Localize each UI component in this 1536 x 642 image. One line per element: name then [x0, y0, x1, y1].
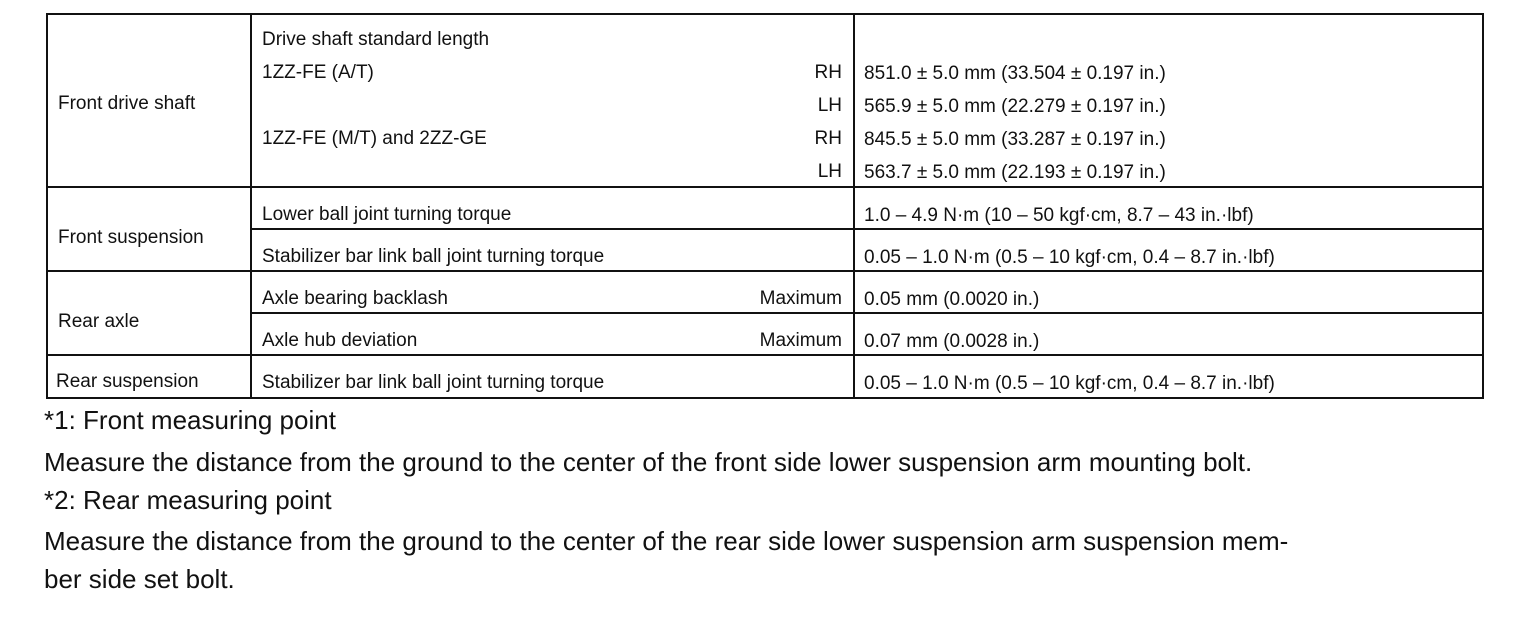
note2-text: Measure the distance from the ground to the center of the rear side lower suspension arm suspension mem- [44, 526, 1289, 556]
drive-shaft-heading: Drive shaft standard length [262, 29, 490, 50]
column-divider [250, 15, 252, 397]
note2-text-continued: ber side set bolt. [44, 564, 235, 594]
spec-value: 565.9 ± 5.0 mm (22.279 ± 0.197 in.) [864, 96, 1166, 117]
spec-value: 0.07 mm (0.0028 in.) [864, 331, 1040, 352]
note1-text: Measure the distance from the ground to the center of the front side lower suspension arm mounting bolt. [44, 447, 1253, 477]
spec-item: Stabilizer bar link ball joint turning torque [262, 246, 605, 267]
side-label: LH [817, 95, 842, 116]
spec-value: 0.05 mm (0.0020 in.) [864, 289, 1040, 310]
qualifier-label: Maximum [759, 330, 842, 351]
category-front-suspension: Front suspension [58, 227, 204, 248]
spec-value: 1.0 – 4.9 N·m (10 – 50 kgf·cm, 8.7 – 43 in.·lbf) [864, 205, 1254, 226]
row-divider [48, 270, 1482, 272]
category-front-drive-shaft: Front drive shaft [58, 93, 196, 114]
row-divider [252, 228, 1482, 230]
spec-value: 563.7 ± 5.0 mm (22.193 ± 0.197 in.) [864, 162, 1166, 183]
spec-value: 845.5 ± 5.0 mm (33.287 ± 0.197 in.) [864, 129, 1166, 150]
column-divider [853, 15, 855, 397]
category-rear-suspension: Rear suspension [56, 371, 199, 392]
side-label: LH [817, 161, 842, 182]
note1-title: *1: Front measuring point [44, 405, 336, 435]
side-label: RH [814, 62, 842, 83]
spec-value: 851.0 ± 5.0 mm (33.504 ± 0.197 in.) [864, 63, 1166, 84]
specification-table [46, 13, 1484, 399]
note2-title: *2: Rear measuring point [44, 485, 332, 515]
qualifier-label: Maximum [759, 288, 842, 309]
spec-item: Lower ball joint turning torque [262, 204, 512, 225]
row-divider [48, 186, 1482, 188]
spec-value: 0.05 – 1.0 N·m (0.5 – 10 kgf·cm, 0.4 – 8.7 in.·lbf) [864, 247, 1275, 268]
spec-item: Axle bearing backlash [262, 288, 448, 309]
spec-item: Stabilizer bar link ball joint turning torque [262, 372, 605, 393]
engine-at-label: 1ZZ-FE (A/T) [262, 62, 374, 83]
spec-value: 0.05 – 1.0 N·m (0.5 – 10 kgf·cm, 0.4 – 8.7 in.·lbf) [864, 373, 1275, 394]
engine-mt-label: 1ZZ-FE (M/T) and 2ZZ-GE [262, 128, 487, 149]
row-divider [48, 354, 1482, 356]
category-rear-axle: Rear axle [58, 311, 140, 332]
row-divider [252, 312, 1482, 314]
spec-item: Axle hub deviation [262, 330, 418, 351]
side-label: RH [814, 128, 842, 149]
